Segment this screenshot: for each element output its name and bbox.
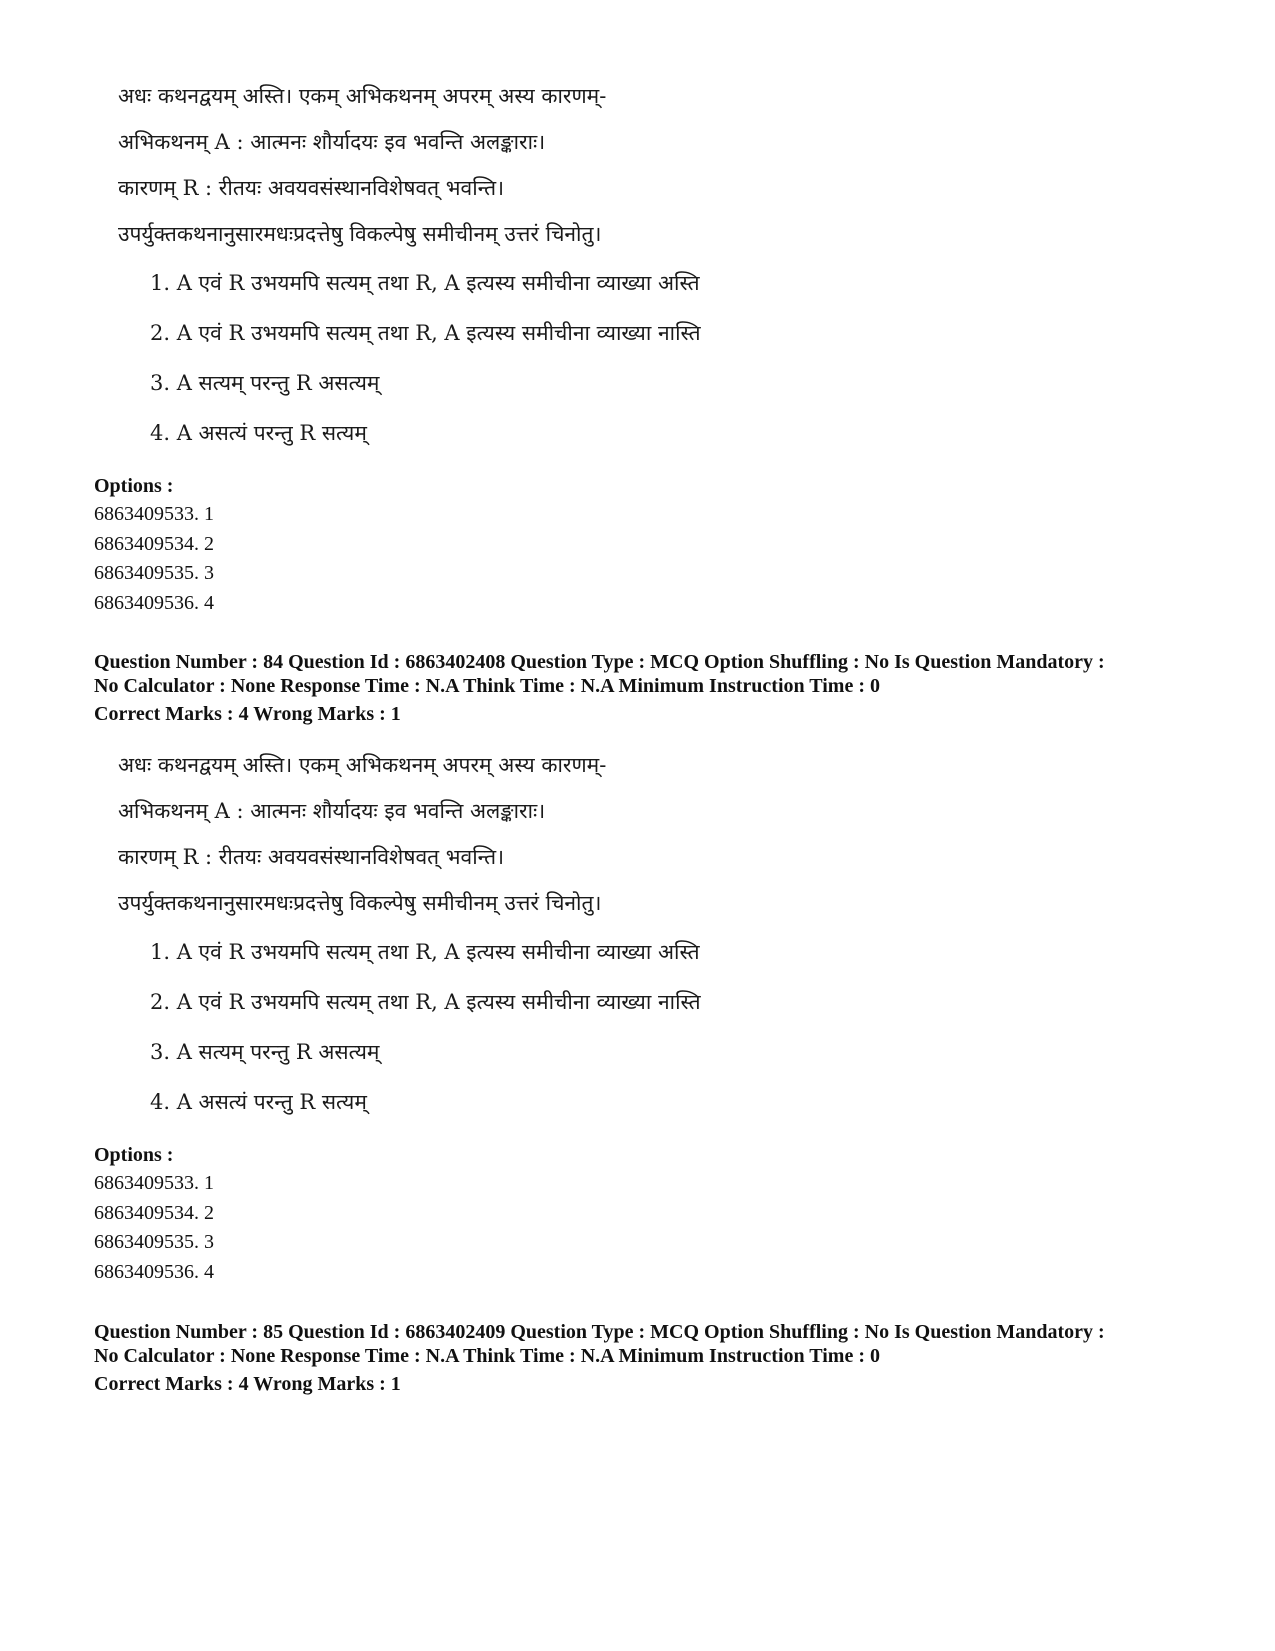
option-row: 6863409535. 3 [94, 562, 214, 584]
question-85-meta [94, 1320, 1214, 1396]
options-block-1 [94, 472, 214, 618]
option-row: 6863409535. 3 [94, 1231, 214, 1253]
question-assertion: अभिकथनम् A : आत्मनः शौर्यादयः इव भवन्ति अलङ्काराः। [118, 130, 546, 154]
question-intro: अधः कथनद्वयम् अस्ति। एकम् अभिकथनम् अपरम् अस्य कारणम्- [118, 753, 607, 777]
question-85-meta-line2: No Calculator : None Response Time : N.A Think Time : N.A Minimum Instruction Time : 0 [94, 1345, 880, 1367]
option-row: 6863409534. 2 [94, 1201, 214, 1224]
question-choice-1: 1. A एवं R उभयमपि सत्यम् तथा R, A इत्यस्य समीचीना व्याख्या अस्ति [150, 271, 700, 295]
question-84-marks: Correct Marks : 4 Wrong Marks : 1 [94, 703, 401, 725]
option-row: 6863409536. 4 [94, 591, 214, 614]
question-choice-2: 2. A एवं R उभयमपि सत्यम् तथा R, A इत्यस्य समीचीना व्याख्या नास्ति [150, 321, 701, 345]
question-choice-4: 4. A असत्यं परन्तु R सत्यम् [150, 1090, 367, 1114]
question-reason: कारणम् R : रीतयः अवयवसंस्थानविशेषवत् भवन्ति। [118, 176, 505, 200]
options-label: Options : [94, 1144, 174, 1166]
option-row: 6863409534. 2 [94, 532, 214, 555]
question-85-marks: Correct Marks : 4 Wrong Marks : 1 [94, 1373, 401, 1395]
question-choice-3: 3. A सत्यम् परन्तु R असत्यम् [150, 371, 380, 395]
question-choice-3: 3. A सत्यम् परन्तु R असत्यम् [150, 1040, 380, 1064]
question-intro: अधः कथनद्वयम् अस्ति। एकम् अभिकथनम् अपरम् अस्य कारणम्- [118, 84, 607, 108]
question-84-meta [94, 650, 1214, 726]
option-row: 6863409533. 1 [94, 1172, 214, 1194]
question-choice-2: 2. A एवं R उभयमपि सत्यम् तथा R, A इत्यस्य समीचीना व्याख्या नास्ति [150, 990, 701, 1014]
option-row: 6863409536. 4 [94, 1260, 214, 1283]
options-block-2 [94, 1141, 214, 1287]
question-84-meta-line2: No Calculator : None Response Time : N.A Think Time : N.A Minimum Instruction Time : 0 [94, 675, 880, 697]
question-instruction: उपर्युक्तकथनानुसारमधःप्रदत्तेषु विकल्पेषु समीचीनम् उत्तरं चिनोतु। [118, 891, 602, 915]
question-instruction: उपर्युक्तकथनानुसारमधःप्रदत्तेषु विकल्पेषु समीचीनम् उत्तरं चिनोतु। [118, 222, 602, 246]
option-row: 6863409533. 1 [94, 503, 214, 525]
question-reason: कारणम् R : रीतयः अवयवसंस्थानविशेषवत् भवन्ति। [118, 845, 505, 869]
options-label: Options : [94, 475, 174, 497]
question-85-meta-line1: Question Number : 85 Question Id : 6863402409 Question Type : MCQ Option Shuffling : No Is Question Mandatory : [94, 1321, 1105, 1343]
question-choice-1: 1. A एवं R उभयमपि सत्यम् तथा R, A इत्यस्य समीचीना व्याख्या अस्ति [150, 940, 700, 964]
question-assertion: अभिकथनम् A : आत्मनः शौर्यादयः इव भवन्ति अलङ्काराः। [118, 799, 546, 823]
question-84-meta-line1: Question Number : 84 Question Id : 6863402408 Question Type : MCQ Option Shuffling : No Is Question Mandatory : [94, 651, 1105, 673]
question-choice-4: 4. A असत्यं परन्तु R सत्यम् [150, 421, 367, 445]
